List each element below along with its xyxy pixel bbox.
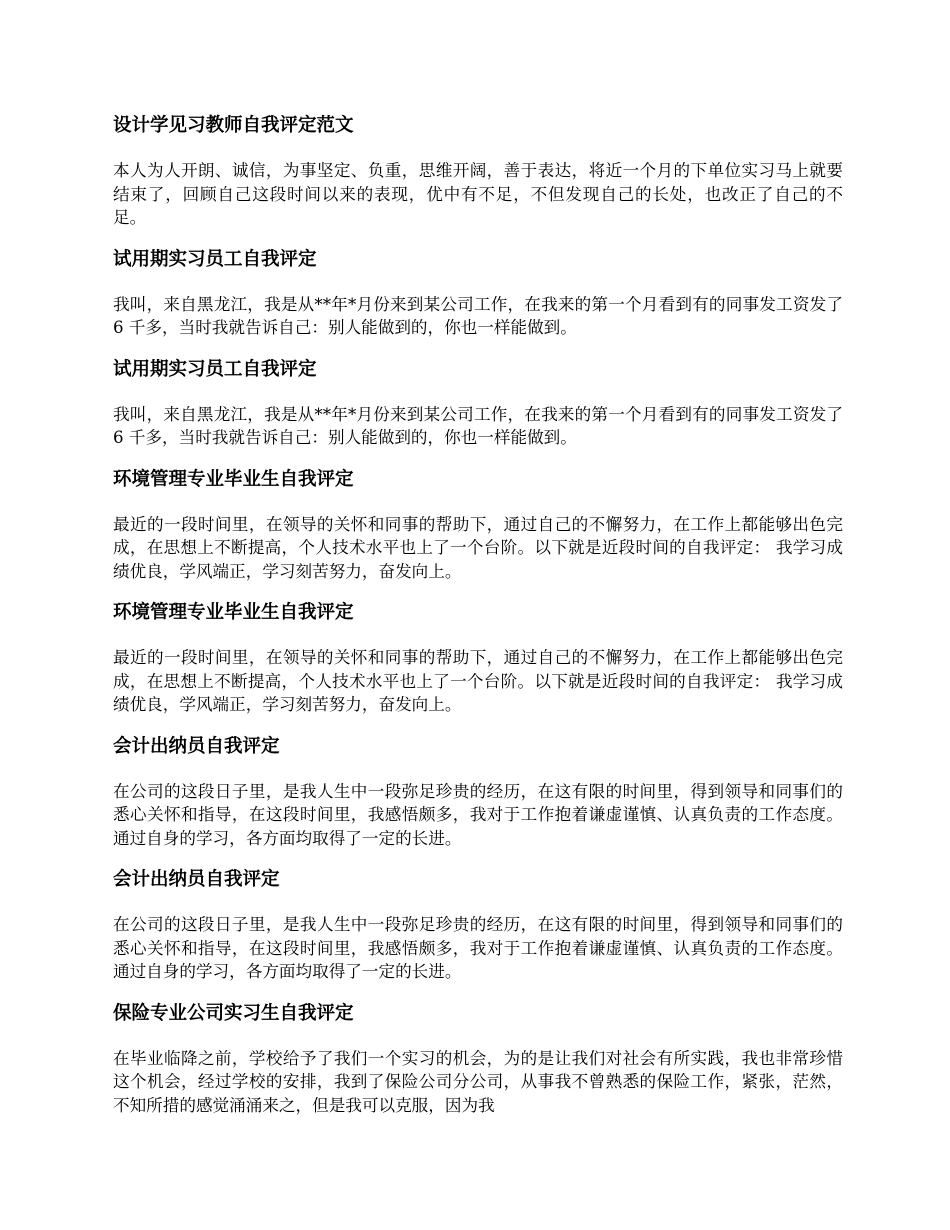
section-paragraph: 在公司的这段日子里，是我人生中一段弥足珍贵的经历，在这有限的时间里，得到领导和同事们的悉心关怀和指导，在这段时间里，我感悟颇多，我对于工作抱着谦虚谨慎、认真负责的工作态度。通过自身的学习，各方面均取得了一定的长进。 [113,781,843,848]
section-8 [113,1001,843,1118]
section-heading: 环境管理专业毕业生自我评定 [113,602,354,623]
section-heading: 试用期实习员工自我评定 [113,358,317,380]
section-heading: 保险专业公司实习生自我评定 [113,1002,354,1024]
section-paragraph: 我叫，来自黑龙江，我是从**年*月份来到某公司工作，在我来的第一个月看到有的同事发工资发了 6 千多，当时我就告诉自己：别人能做到的，你也一样能做到。 [113,294,843,337]
section-4 [113,467,843,584]
section-paragraph: 在毕业临降之前，学校给予了我们一个实习的机会，为的是让我们对社会有所实践，我也非常珍惜这个机会，经过学校的安排，我到了保险公司分公司，从事我不曾熟悉的保险工作，紧张，茫然，不知所措的感觉涌涌来之，但是我可以克服，因为我 [113,1048,843,1115]
section-paragraph: 最近的一段时间里，在领导的关怀和同事的帮助下，通过自己的不懈努力，在工作上都能够出色完成，在思想上不断提高，个人技术水平也上了一个台阶。以下就是近段时间的自我评定： 我学习成绩优良，学风端正，学习刻苦努力，奋发向上。 [113,648,843,714]
section-7 [113,867,843,984]
section-paragraph: 最近的一段时间里，在领导的关怀和同事的帮助下，通过自己的不懈努力，在工作上都能够出色完成，在思想上不断提高，个人技术水平也上了一个台阶。以下就是近段时间的自我评定： 我学习成绩优良，学风端正，学习刻苦努力，奋发向上。 [113,514,843,581]
section-2 [113,247,843,340]
section-5 [113,600,843,717]
section-paragraph: 我叫，来自黑龙江，我是从**年*月份来到某公司工作，在我来的第一个月看到有的同事发工资发了 6 千多，当时我就告诉自己：别人能做到的，你也一样能做到。 [113,404,843,447]
section-6 [113,734,843,851]
section-1 [113,113,843,230]
document-page [113,113,843,1134]
section-heading: 环境管理专业毕业生自我评定 [113,468,354,490]
section-paragraph: 在公司的这段日子里，是我人生中一段弥足珍贵的经历，在这有限的时间里，得到领导和同事们的悉心关怀和指导，在这段时间里，我感悟颇多，我对于工作抱着谦虚谨慎、认真负责的工作态度。通过自身的学习，各方面均取得了一定的长进。 [113,915,843,981]
section-heading: 会计出纳员自我评定 [113,735,280,757]
section-heading: 设计学见习教师自我评定范文 [113,115,354,136]
section-paragraph: 本人为人开朗、诚信，为事坚定、负重，思维开阔，善于表达，将近一个月的下单位实习马上就要结束了，回顾自己这段时间以来的表现，优中有不足，不但发现自己的长处，也改正了自己的不足。 [113,161,843,227]
section-3 [113,357,843,450]
section-heading: 会计出纳员自我评定 [113,869,280,890]
section-heading: 试用期实习员工自我评定 [113,248,317,270]
